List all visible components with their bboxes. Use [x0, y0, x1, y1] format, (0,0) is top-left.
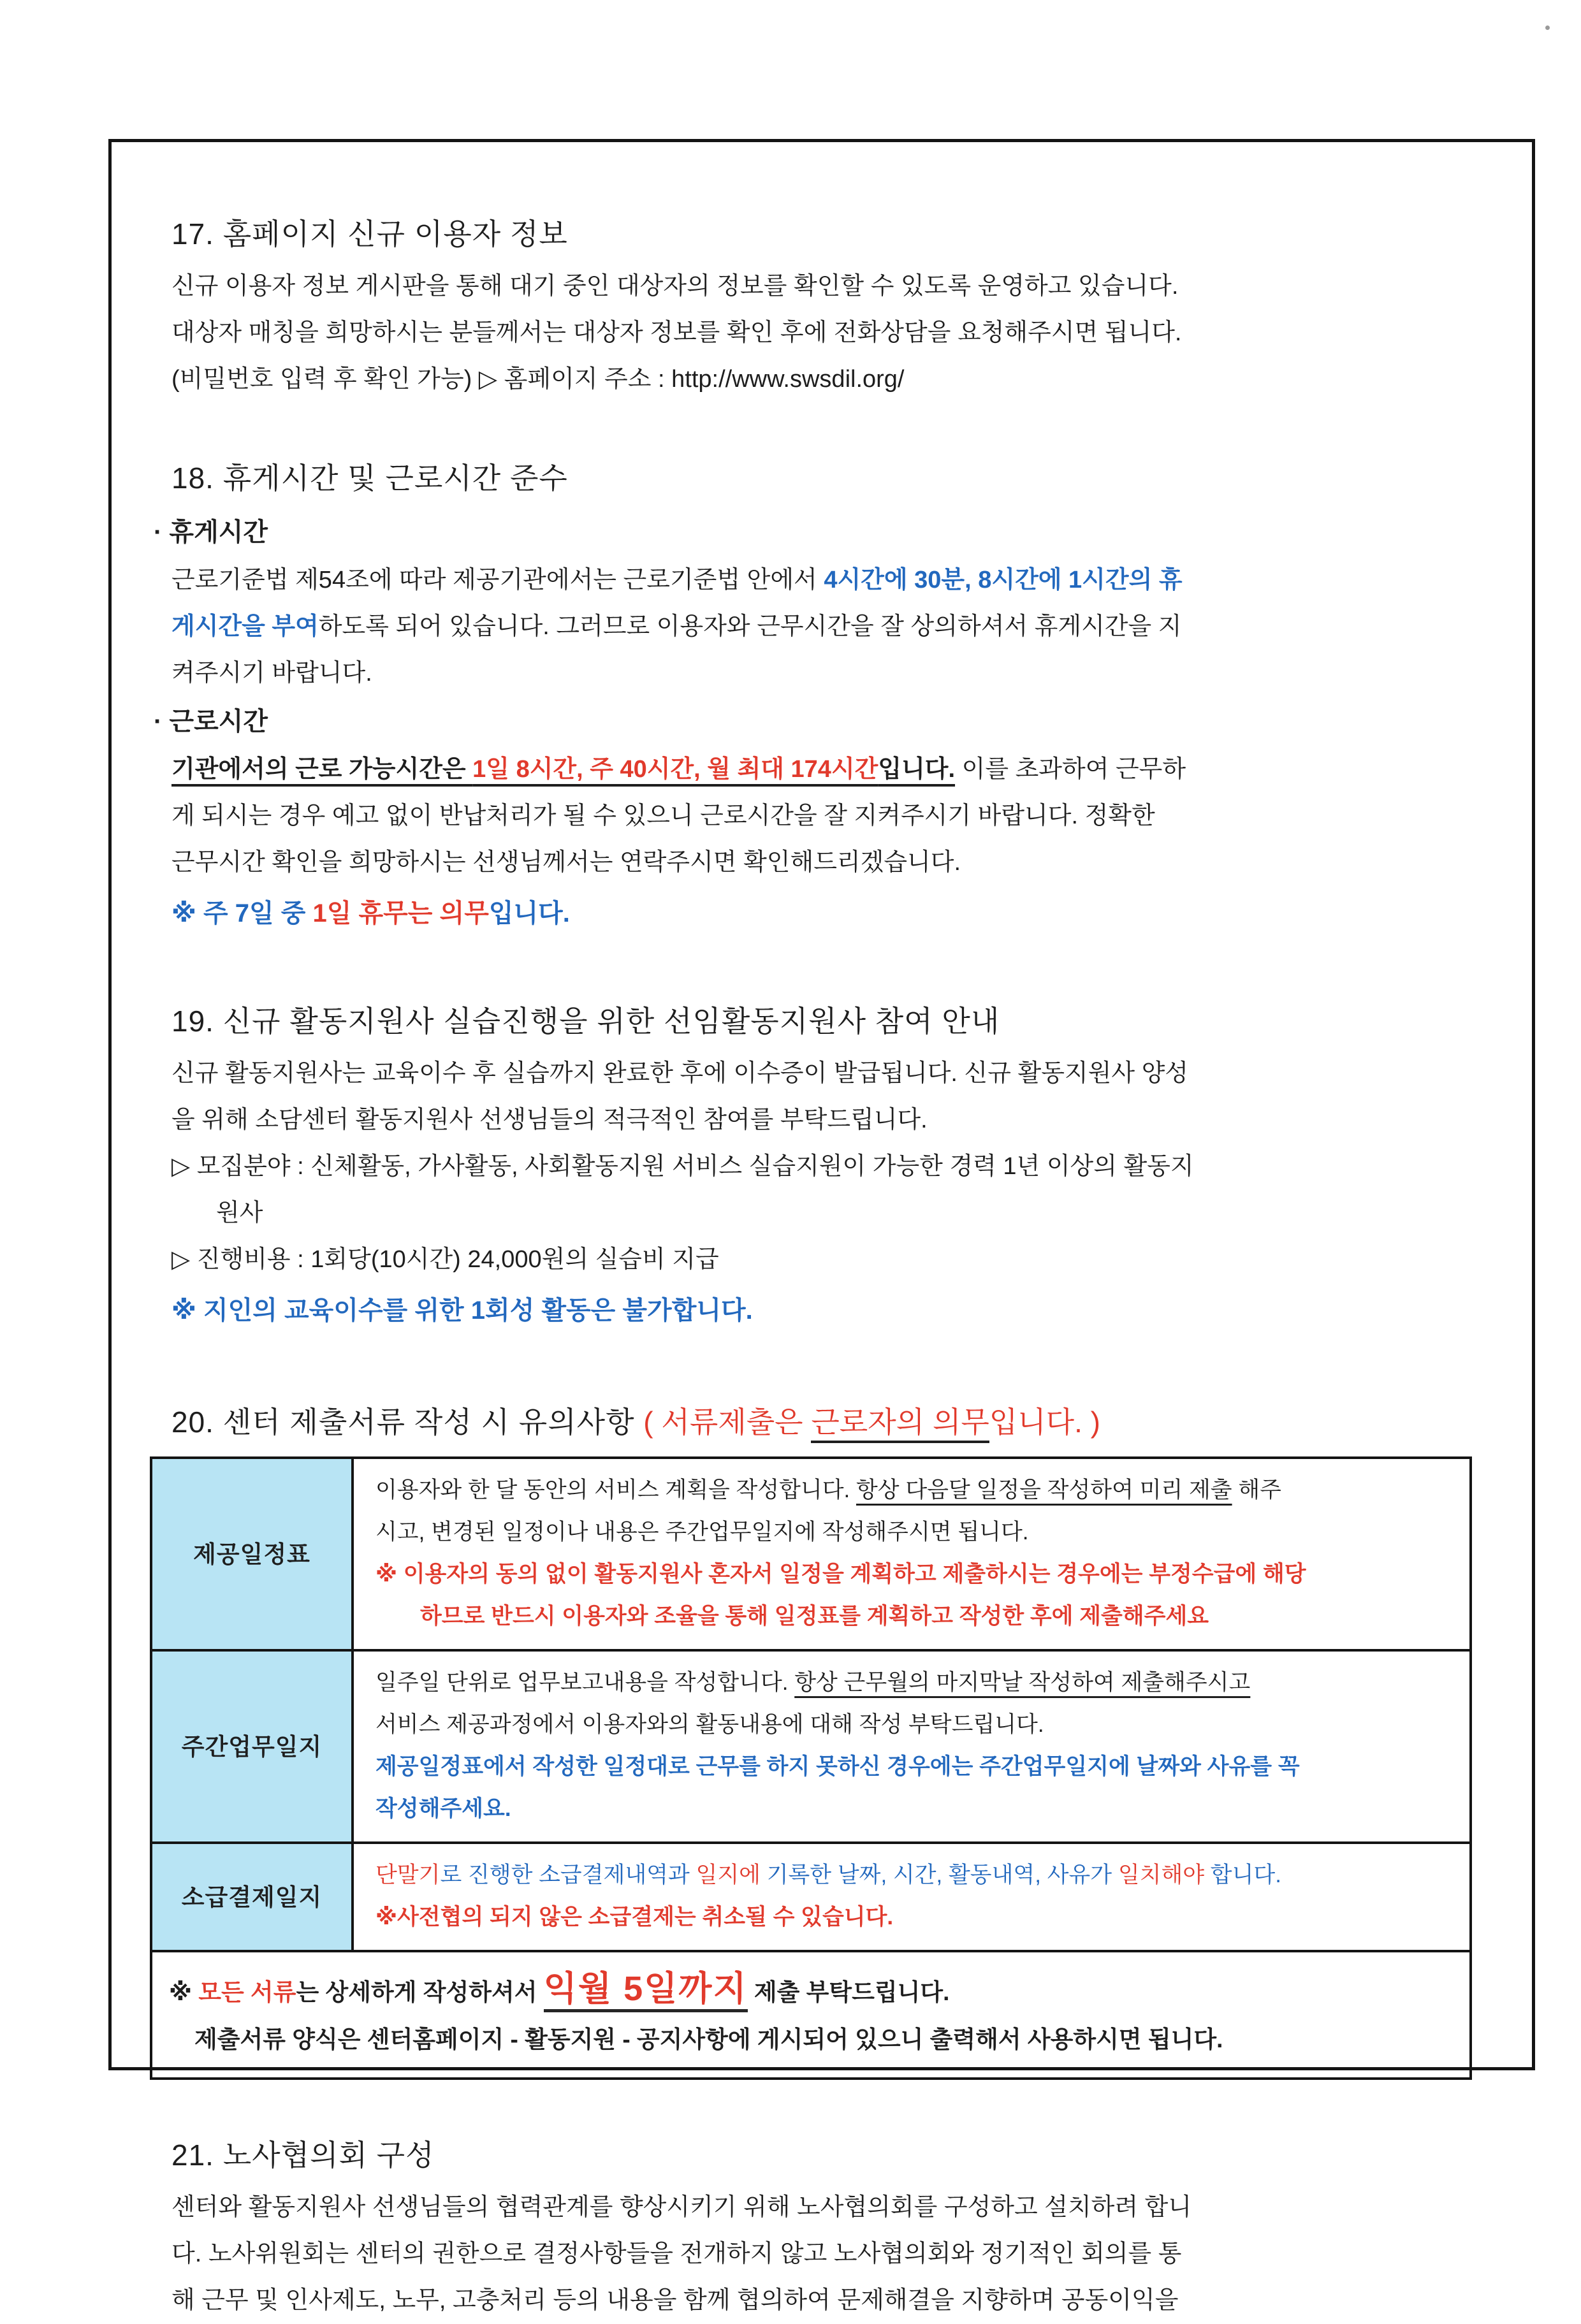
- page-content: [154, 214, 1492, 2324]
- submission-documents-table: [150, 1456, 1472, 2080]
- highlighted-segment: 일지에: [696, 1863, 767, 1887]
- section-17-paragraph: [171, 263, 1492, 403]
- section-20: [171, 1402, 1492, 2080]
- highlighted-segment: 단말기: [375, 1863, 441, 1887]
- text-line: [171, 746, 1492, 793]
- highlighted-segment: 일치해야: [1118, 1863, 1211, 1887]
- weekly-rest-note: [171, 886, 1492, 941]
- text-line: 근무시간 확인을 희망하시는 선생님께서는 연락주시면 확인해드리겠습니다.: [171, 849, 961, 876]
- text-line: 대상자 매칭을 희망하시는 분들께서는 대상자 정보를 확인 후에 전화상담을 요청해주시면 됩니다.: [171, 319, 1182, 346]
- work-time-label: · 근로시간: [154, 708, 268, 736]
- text-segment: ( 서류제출은: [643, 1405, 812, 1439]
- text-line: 게 되시는 경우 예고 없이 반납처리가 될 수 있으니 근로시간을 잘 지켜주시기 바랍니다. 정확한: [171, 803, 1155, 829]
- deadline-line: [169, 1965, 1450, 2016]
- text-segment: 입니다. ): [989, 1405, 1100, 1439]
- work-time-paragraph: [171, 746, 1492, 886]
- highlighted-segment: 1일 8시간, 주 40시간, 월 최대 174시간: [472, 756, 878, 783]
- highlighted-segment: 1일 휴무는 의무: [312, 899, 489, 927]
- text-line: 다. 노사위원회는 센터의 권한으로 결정사항들을 전개하지 않고 노사협의회와 정기적인 회의를 통: [171, 2240, 1182, 2267]
- warning-line: ※ 이용자의 동의 없이 활동지원사 혼자서 일정을 계획하고 제출하시는 경우에는 부정수급에 해당: [375, 1562, 1306, 1587]
- section-21-paragraph: [171, 2184, 1492, 2324]
- section-18-title: 18. 휴게시간 및 근로시간 준수: [171, 461, 568, 495]
- notice-line: 작성해주세요.: [375, 1796, 511, 1821]
- highlighted-segment: 입니다.: [488, 899, 570, 927]
- row-content-weekly-log: [354, 1652, 1469, 1841]
- fee-line: ▷ 진행비용 : 1회당(10시간) 24,000원의 실습비 지급: [171, 1246, 719, 1273]
- section-19: [171, 1001, 1492, 1338]
- text-segment: 기관에서의 근로 가능시간은: [171, 756, 473, 783]
- section-21: [171, 2135, 1492, 2324]
- underlined-segment: 항상 근무월의 마지막날 작성하여 제출해주시고: [794, 1670, 1251, 1695]
- highlighted-segment: 4시간에 30분, 8시간에 1시간의 휴: [824, 567, 1183, 593]
- text-line: 신규 이용자 정보 게시판을 통해 대기 중인 대상자의 정보를 확인할 수 있도록 운영하고 있습니다.: [171, 273, 1179, 300]
- highlighted-segment: 모든 서류: [198, 1979, 296, 2005]
- text-segment: 입니다.: [878, 756, 956, 783]
- row-label-retro-payment: 소급결제일지: [152, 1844, 354, 1950]
- section-20-title: [171, 1402, 1492, 1442]
- table-row-weekly-log: [152, 1652, 1469, 1844]
- underlined-group: [171, 756, 955, 783]
- text-line: [375, 1662, 1450, 1704]
- text-segment: 일주일 단위로 업무보고내용을 작성합니다.: [375, 1670, 795, 1695]
- text-line: [171, 604, 1492, 650]
- text-line: [375, 1469, 1450, 1511]
- row-label-schedule: 제공일정표: [152, 1459, 354, 1649]
- text-line: 센터와 활동지원사 선생님들의 협력관계를 향상시키기 위해 노사협의회를 구성하고 설치하려 합니: [171, 2194, 1192, 2221]
- section-17-title: 17. 홈페이지 신규 이용자 정보: [171, 217, 568, 251]
- text-line: 시고, 변경된 일정이나 내용은 주간업무일지에 작성해주시면 됩니다.: [375, 1520, 1029, 1544]
- text-segment: 는 상세하게 작성하셔서: [296, 1979, 544, 2005]
- text-segment: 이용자와 한 달 동안의 서비스 계획을 작성합니다.: [375, 1478, 856, 1502]
- text-line: 원사: [216, 1200, 263, 1226]
- deadline-highlight: 익월 5일까지: [544, 1970, 748, 2012]
- text-segment: 20. 센터 제출서류 작성 시 유의사항: [171, 1405, 644, 1439]
- highlighted-segment: 게시간을 부여: [171, 613, 319, 640]
- highlighted-segment: 로 진행한 소급결제내역과: [440, 1863, 696, 1887]
- text-line: 해 근무 및 인사제도, 노무, 고충처리 등의 내용을 함께 협의하여 문제해결을 지향하며 공동이익을: [171, 2287, 1179, 2314]
- text-segment: 근로기준법 제54조에 따라 제공기관에서는 근로기준법 안에서: [171, 567, 824, 593]
- highlighted-segment: 합니다.: [1210, 1863, 1281, 1887]
- text-line: [171, 557, 1492, 604]
- text-segment: ※: [169, 1979, 199, 2005]
- section-19-paragraph: [171, 1050, 1492, 1338]
- rest-time-label: · 휴게시간: [154, 518, 268, 546]
- form-location-line: 제출서류 양식은 센터홈페이지 - 활동지원 - 공지사항에 게시되어 있으니 출력해서 사용하시면 됩니다.: [194, 2026, 1223, 2052]
- warning-line: 하므로 반드시 이용자와 조율을 통해 일정표를 계획하고 작성한 후에 제출해주세요: [420, 1604, 1209, 1629]
- row-label-weekly-log: 주간업무일지: [152, 1652, 354, 1841]
- row-content-schedule: [354, 1459, 1469, 1649]
- text-line: 켜주시기 바랍니다.: [171, 660, 372, 686]
- text-segment: 해주: [1232, 1478, 1281, 1502]
- text-line: 신규 활동지원사는 교육이수 후 실습까지 완료한 후에 이수증이 발급됩니다. 신규 활동지원사 양성: [171, 1060, 1189, 1087]
- text-segment: 이를 초과하여 근무하: [955, 756, 1186, 783]
- highlighted-segment: ※ 주 7일 중: [171, 899, 313, 927]
- text-line: 서비스 제공과정에서 이용자와의 활동내용에 대해 작성 부탁드립니다.: [375, 1712, 1044, 1737]
- section-21-title: 21. 노사협의회 구성: [171, 2139, 435, 2172]
- rest-time-paragraph: [171, 557, 1492, 697]
- warning-line: ※사전협의 되지 않은 소급결제는 취소될 수 있습니다.: [375, 1905, 894, 1929]
- recruit-field-line: ▷ 모집분야 : 신체활동, 가사활동, 사회활동지원 서비스 실습지원이 가능한 경력 1년 이상의 활동지: [171, 1153, 1194, 1180]
- text-line: 을 위해 소담센터 활동지원사 선생님들의 적극적인 참여를 부탁드립니다.: [171, 1107, 928, 1133]
- text-line: (비밀번호 입력 후 확인 가능) ▷ 홈페이지 주소 : http://www.swsdil.org/: [171, 366, 905, 393]
- scan-artifact-dot: [1545, 25, 1550, 30]
- page-border: [108, 139, 1535, 2314]
- underlined-segment: 근로자의 의무: [811, 1405, 989, 1443]
- duty-parenthetical: [643, 1405, 1100, 1443]
- table-row-retro-payment: [152, 1844, 1469, 1952]
- section-17: [171, 214, 1492, 403]
- table-note-row: [152, 1952, 1469, 2077]
- notice-line: 제공일정표에서 작성한 일정대로 근무를 하지 못하신 경우에는 주간업무일지에 날짜와 사유를 꼭: [375, 1754, 1300, 1779]
- section-19-title: 19. 신규 활동지원사 실습진행을 위한 선임활동지원사 참여 안내: [171, 1005, 1000, 1038]
- underlined-segment: 항상 다음달 일정을 작성하여 미리 제출: [856, 1478, 1232, 1502]
- one-time-activity-note: ※ 지인의 교육이수를 위한 1회성 활동은 불가합니다.: [171, 1296, 753, 1325]
- table-row-schedule: [152, 1459, 1469, 1652]
- row-content-retro-payment: [354, 1844, 1469, 1950]
- text-line: [375, 1854, 1450, 1896]
- section-18: [154, 458, 1492, 941]
- text-segment: 제출 부탁드립니다.: [747, 1979, 950, 2005]
- text-segment: 하도록 되어 있습니다. 그러므로 이용자와 근무시간을 잘 상의하셔서 휴게시간을 지: [318, 613, 1182, 640]
- highlighted-segment: 기록한 날짜, 시간, 활동내역, 사유가: [766, 1863, 1118, 1887]
